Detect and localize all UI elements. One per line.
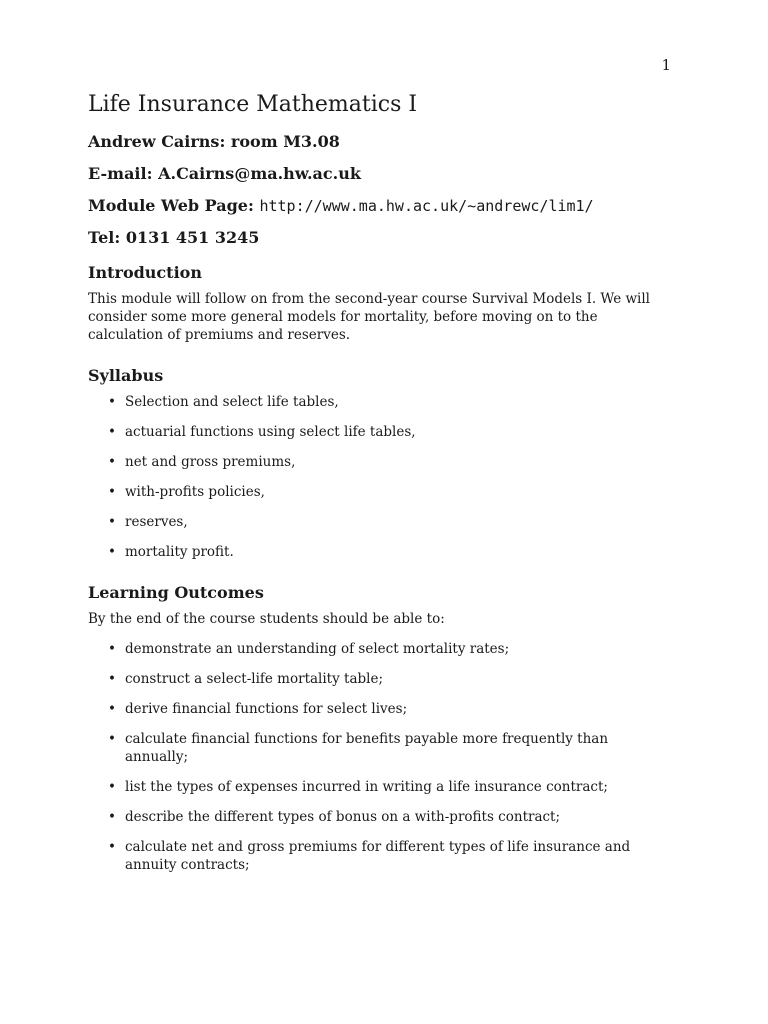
list-item-text: list the types of expenses incurred in writing a life insurance contract;: [125, 779, 608, 795]
learning-outcomes-list: [88, 640, 674, 874]
list-item: [108, 640, 674, 658]
introduction-text: This module will follow on from the second-year course Survival Models I. We will consider some more general models for mortality, before moving on to the calculation of premiums and reserves.: [88, 291, 650, 343]
list-item-text: demonstrate an understanding of select mortality rates;: [125, 641, 510, 657]
list-item-text: actuarial functions using select life tables,: [125, 424, 416, 440]
list-item: [108, 543, 674, 561]
list-item: [108, 423, 674, 441]
document-body: [88, 92, 674, 896]
bullet-icon: •: [108, 671, 116, 687]
list-item: [108, 838, 674, 874]
web-page-label: Module Web Page:: [88, 196, 254, 215]
list-item-text: Selection and select life tables,: [125, 394, 339, 410]
web-page-link[interactable]: http://www.ma.hw.ac.uk/∼andrewc/lim1/: [259, 197, 594, 215]
bullet-icon: •: [108, 779, 116, 795]
list-item-text: describe the different types of bonus on a with-profits contract;: [125, 809, 561, 825]
lecturer-text: Andrew Cairns: room M3.08: [88, 132, 340, 151]
list-item-text: mortality profit.: [125, 544, 234, 560]
list-item: [108, 513, 674, 531]
list-item: [108, 808, 674, 826]
bullet-icon: •: [108, 454, 116, 470]
syllabus-heading: Syllabus: [88, 366, 164, 385]
web-page-line: [88, 195, 674, 217]
bullet-icon: •: [108, 839, 116, 855]
list-item-text: construct a select-life mortality table;: [125, 671, 383, 687]
lecturer-line: [88, 131, 674, 153]
bullet-icon: •: [108, 701, 116, 717]
list-item: [108, 670, 674, 688]
bullet-icon: •: [108, 484, 116, 500]
introduction-heading: Introduction: [88, 263, 202, 282]
email-value: A.Cairns@ma.hw.ac.uk: [158, 164, 361, 183]
list-item: [108, 483, 674, 501]
bullet-icon: •: [108, 424, 116, 440]
list-item-text: derive financial functions for select lives;: [125, 701, 408, 717]
bullet-icon: •: [108, 731, 116, 747]
document-title: Life Insurance Mathematics I: [88, 92, 418, 117]
learning-outcomes-intro: By the end of the course students should be able to:: [88, 611, 445, 627]
tel-line: [88, 227, 674, 249]
list-item: [108, 700, 674, 718]
learning-outcomes-heading: Learning Outcomes: [88, 583, 264, 602]
list-item: [108, 778, 674, 796]
bullet-icon: •: [108, 809, 116, 825]
bullet-icon: •: [108, 544, 116, 560]
list-item-text: with-profits policies,: [125, 484, 265, 500]
list-item-text: calculate financial functions for benefits payable more frequently than annually;: [125, 731, 609, 765]
list-item-text: net and gross premiums,: [125, 454, 296, 470]
email-label: E-mail:: [88, 164, 153, 183]
bullet-icon: •: [108, 641, 116, 657]
syllabus-list: [88, 393, 674, 561]
list-item: [108, 453, 674, 471]
list-item-text: reserves,: [125, 514, 188, 530]
list-item: [108, 393, 674, 411]
bullet-icon: •: [108, 514, 116, 530]
bullet-icon: •: [108, 394, 116, 410]
tel-label: Tel:: [88, 228, 121, 247]
list-item: [108, 730, 674, 766]
tel-value: 0131 451 3245: [125, 228, 260, 247]
page-number: 1: [661, 56, 671, 74]
email-line: [88, 163, 674, 185]
list-item-text: calculate net and gross premiums for different types of life insurance and annuity contracts;: [125, 839, 631, 873]
